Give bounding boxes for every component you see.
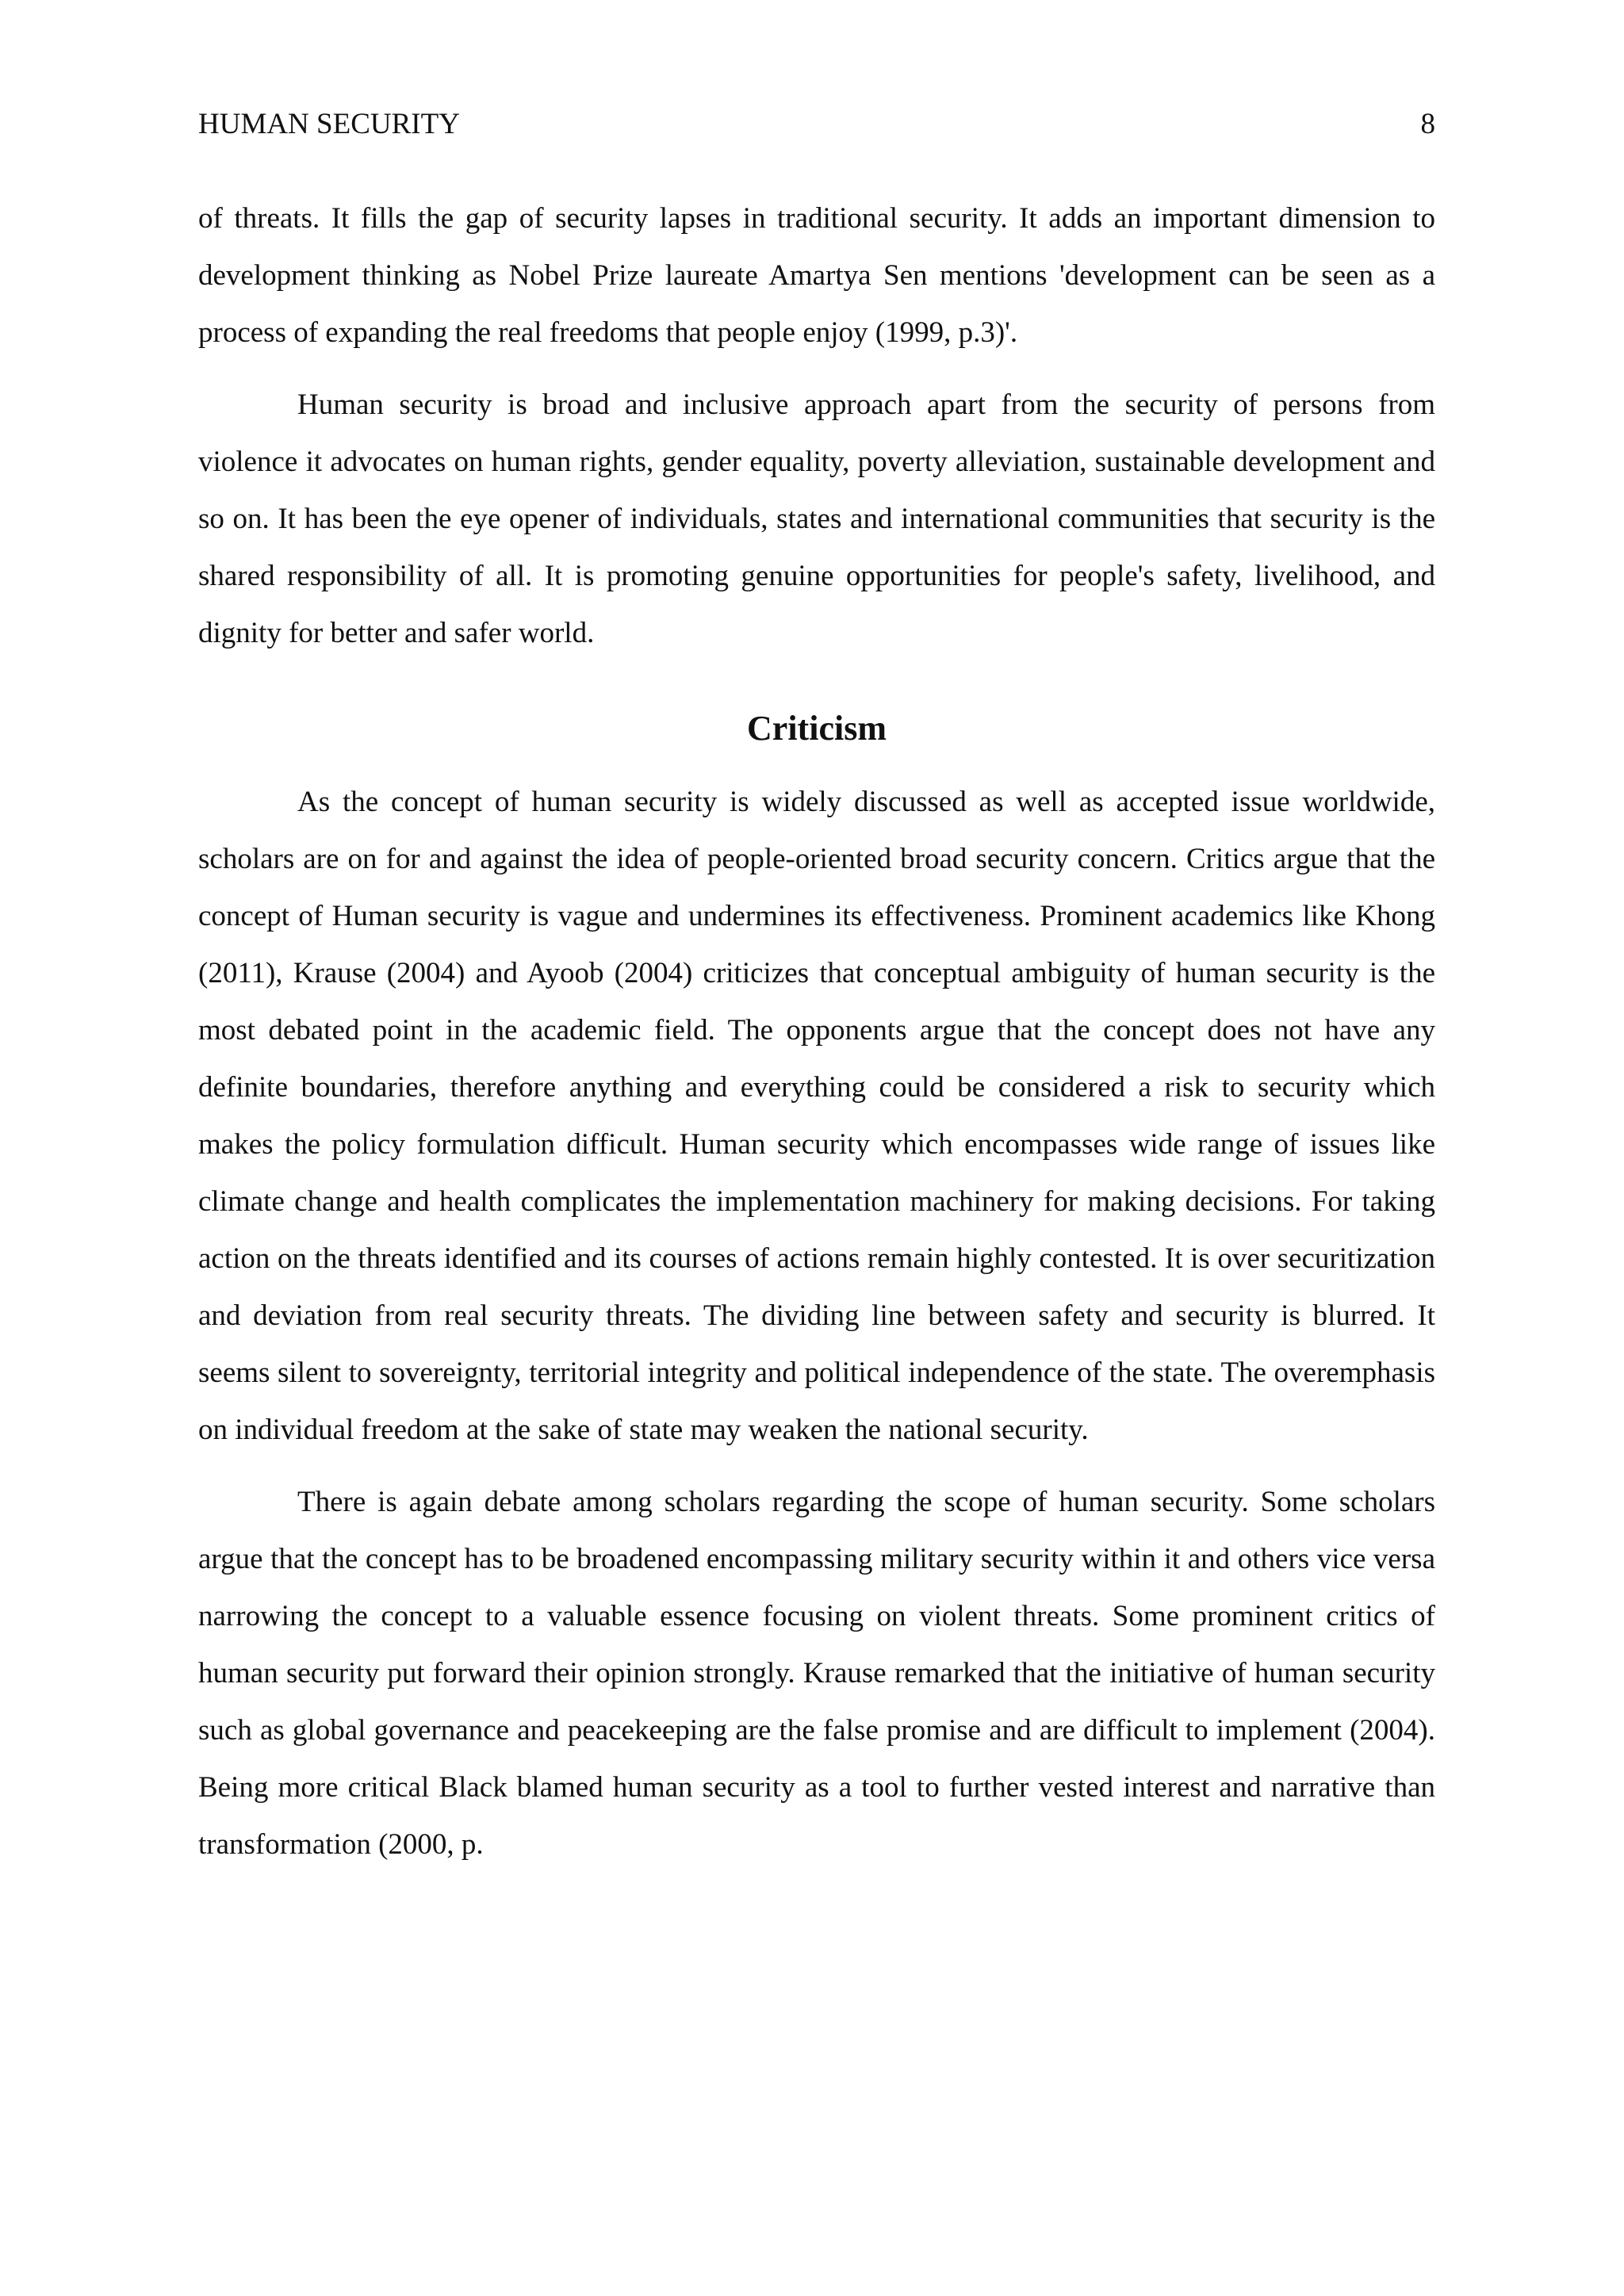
running-head-title: HUMAN SECURITY: [198, 108, 460, 140]
paragraph-criticism-scope: There is again debate among scholars regarding the scope of human security. Some scholars argue that the concept has to be broadened encompassing military security within it and others vice versa narrowing the concept to a valuable essence focusing on violent threats. Some prominent critics of human security put forward their opinion strongly. Krause remarked that the initiative of human security such as global governance and peacekeeping are the false promise and are difficult to implement (2004). Being more critical Black blamed human security as a tool to further vested interest and narrative than transformation (2000, p.: [198, 1486, 1435, 1861]
paragraph-human-security-broad: Human security is broad and inclusive approach apart from the security of persons from violence it advocates on human rights, gender equality, poverty alleviation, sustainable development and so on. It has been the eye opener of individuals, states and international communities that security is the shared responsibility of all. It is promoting genuine opportunities for people's safety, livelihood, and dignity for better and safer world.: [198, 388, 1435, 649]
paragraph-continued: of threats. It fills the gap of security lapses in traditional security. It adds an important dimension to development thinking as Nobel Prize laureate Amartya Sen mentions 'development can be seen as a process of expanding the real freedoms that people enjoy (1999, p.3)'.: [198, 202, 1435, 349]
section-heading-criticism: Criticism: [747, 709, 887, 748]
page-number: 8: [1420, 108, 1435, 140]
body-text: [198, 190, 1435, 1873]
paragraph-criticism-concept: As the concept of human security is widely discussed as well as accepted issue worldwide, scholars are on for and against the idea of people-oriented broad security concern. Critics argue that the concept of Human security is vague and undermines its effectiveness. Prominent academics like Khong (2011), Krause (2004) and Ayoob (2004) criticizes that conceptual ambiguity of human security is the most debated point in the academic field. The opponents argue that the concept does not have any definite boundaries, therefore anything and everything could be considered a risk to security which makes the policy formulation difficult. Human security which encompasses wide range of issues like climate change and health complicates the implementation machinery for making decisions. For taking action on the threats identified and its courses of actions remain highly contested. It is over securitization and deviation from real security threats. The dividing line between safety and security is blurred. It seems silent to sovereignty, territorial integrity and political independence of the state. The overemphasis on individual freedom at the sake of state may weaken the national security.: [198, 786, 1435, 1446]
running-header: [198, 104, 1435, 145]
